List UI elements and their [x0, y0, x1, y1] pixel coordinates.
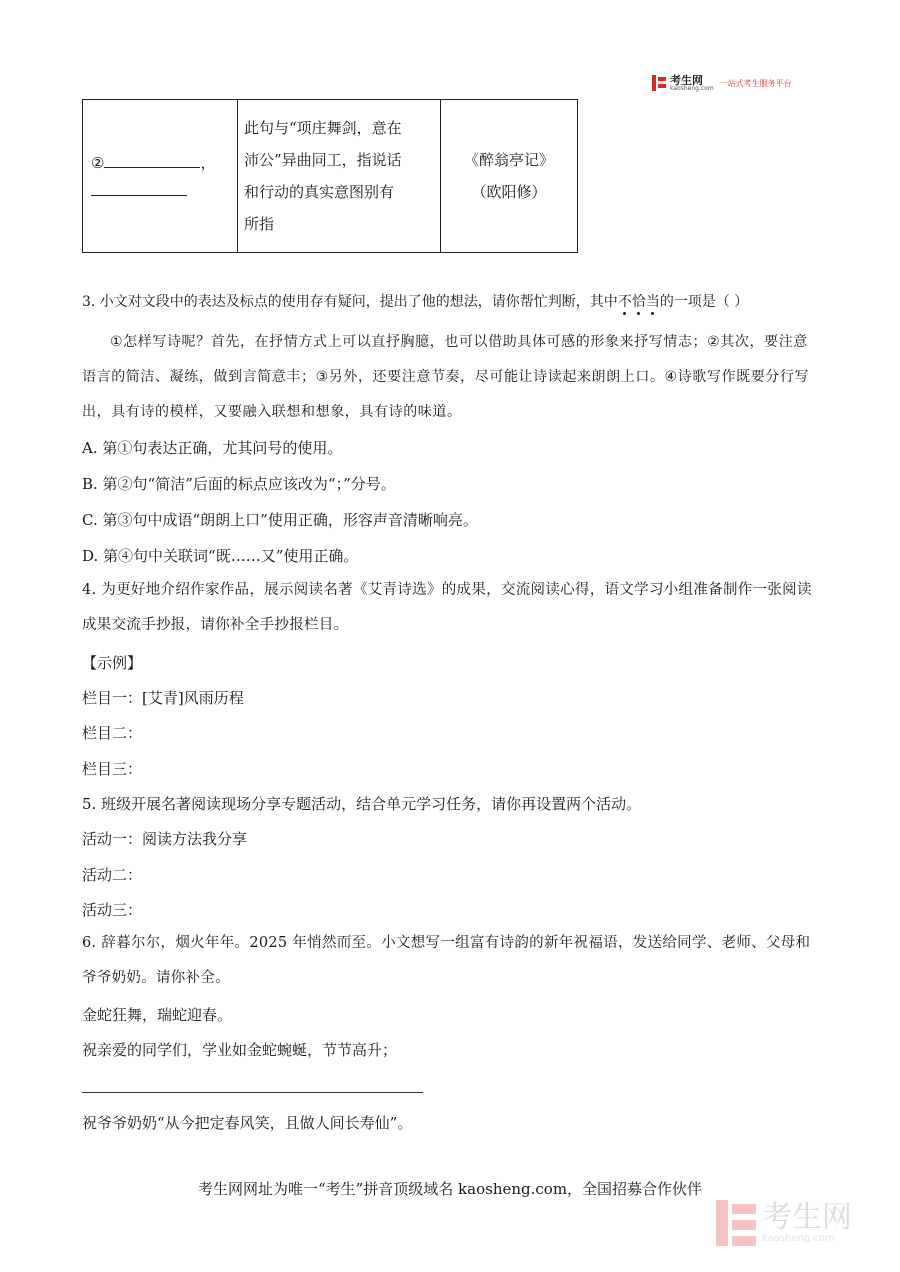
explanation-line: 和行动的真实意图别有: [244, 183, 395, 201]
question-3-passage: ①怎样写诗呢？首先，在抒情方式上可以直抒胸臆，也可以借助具体可感的形象来抒写情志；②其次，要注意语言的简洁、凝练，做到言简意丰；③另外，还要注意节奏，尽可能让诗读起来朗朗上口。④诗歌写作既要分行写出，具有诗的模样，又要融入联想和想象，具有诗的味道。: [82, 334, 810, 420]
kaosheng-watermark-icon: [716, 1200, 756, 1246]
column-2: 栏目二：: [82, 724, 143, 742]
answer-table: [82, 99, 578, 253]
logo-slogan: 一站式考生服务平台: [719, 78, 792, 88]
column-3: 栏目三：: [82, 760, 143, 778]
option-b: B. 第②句“简洁”后面的标点应该改为“；”分号。: [82, 475, 396, 493]
kaosheng-logo-icon: [652, 75, 666, 91]
option-c: C. 第③句中成语“朗朗上口”使用正确，形容声音清晰响亮。: [82, 511, 478, 529]
table-cell-source: [441, 100, 578, 253]
table-cell-explanation: [238, 100, 441, 253]
explanation-line: 沛公”异曲同工，指说话: [244, 151, 402, 169]
blank-number: ②: [91, 154, 105, 172]
option-a: A. 第①句表达正确，尤其问号的使用。: [82, 439, 343, 457]
activity-2: 活动二：: [82, 866, 143, 884]
question-4-stem: 4. 为更好地介绍作家作品，展示阅读名著《艾青诗选》的成果，交流阅读心得，语文学习小组准备制作一张阅读成果交流手抄报，请你补全手抄报栏目。: [82, 582, 812, 633]
blank-comma: ，: [200, 154, 216, 172]
option-d: D. 第④句中关联词“既……又”使用正确。: [82, 547, 359, 565]
header-logo: [652, 73, 792, 93]
column-1: 栏目一：[艾青]风雨历程: [82, 689, 244, 707]
blessing-line-last: 祝爷爷奶奶“从今把定春风笑，且做人间长寿仙”。: [82, 1114, 413, 1132]
activity-1: 活动一：阅读方法我分享: [82, 830, 248, 848]
fill-blank-2[interactable]: [91, 181, 187, 196]
blessing-line-1: 金蛇狂舞，瑞蛇迎春。: [82, 1006, 233, 1024]
watermark-name: 考生网: [762, 1199, 852, 1235]
explanation-line: 此句与“项庄舞剑，意在: [244, 119, 402, 137]
watermark-domain: kaosheng.com: [762, 1232, 835, 1244]
question-3-stem: 3. 小文对文段中的表达及标点的使用存有疑问，提出了他的想法，请你帮忙判断，其中不恰当的一项是（ ）: [82, 294, 749, 310]
activity-3: 活动三：: [82, 901, 143, 919]
example-label: 【示例】: [82, 654, 143, 672]
answer-blank-line[interactable]: [82, 1092, 423, 1093]
footer-text: 考生网网址为唯一“考生”拼音顶级域名 kaosheng.com，全国招募合作伙伴: [197, 1180, 703, 1198]
question-6-stem: 6. 辞暮尔尔，烟火年年。2025 年悄然而至。小文想写一组富有诗韵的新年祝福语，发送给同学、老师、父母和爷爷奶奶。请你补全。: [82, 935, 811, 986]
logo-domain: kaosheng.com: [670, 84, 714, 92]
logo-name: 考生网: [670, 73, 703, 87]
source-title: 《醉翁亭记》: [463, 151, 554, 169]
question-5-stem: 5. 班级开展名著阅读现场分享专题活动，结合单元学习任务，请你再设置两个活动。: [82, 795, 642, 813]
table-cell-blank: [83, 100, 238, 253]
fill-blank-1[interactable]: [104, 153, 200, 168]
explanation-line: 所指: [244, 215, 275, 233]
source-author: （欧阳修）: [471, 183, 547, 201]
watermark: [716, 1200, 852, 1246]
blessing-line-2: 祝亲爱的同学们，学业如金蛇蜿蜒，节节高升；: [82, 1041, 398, 1059]
